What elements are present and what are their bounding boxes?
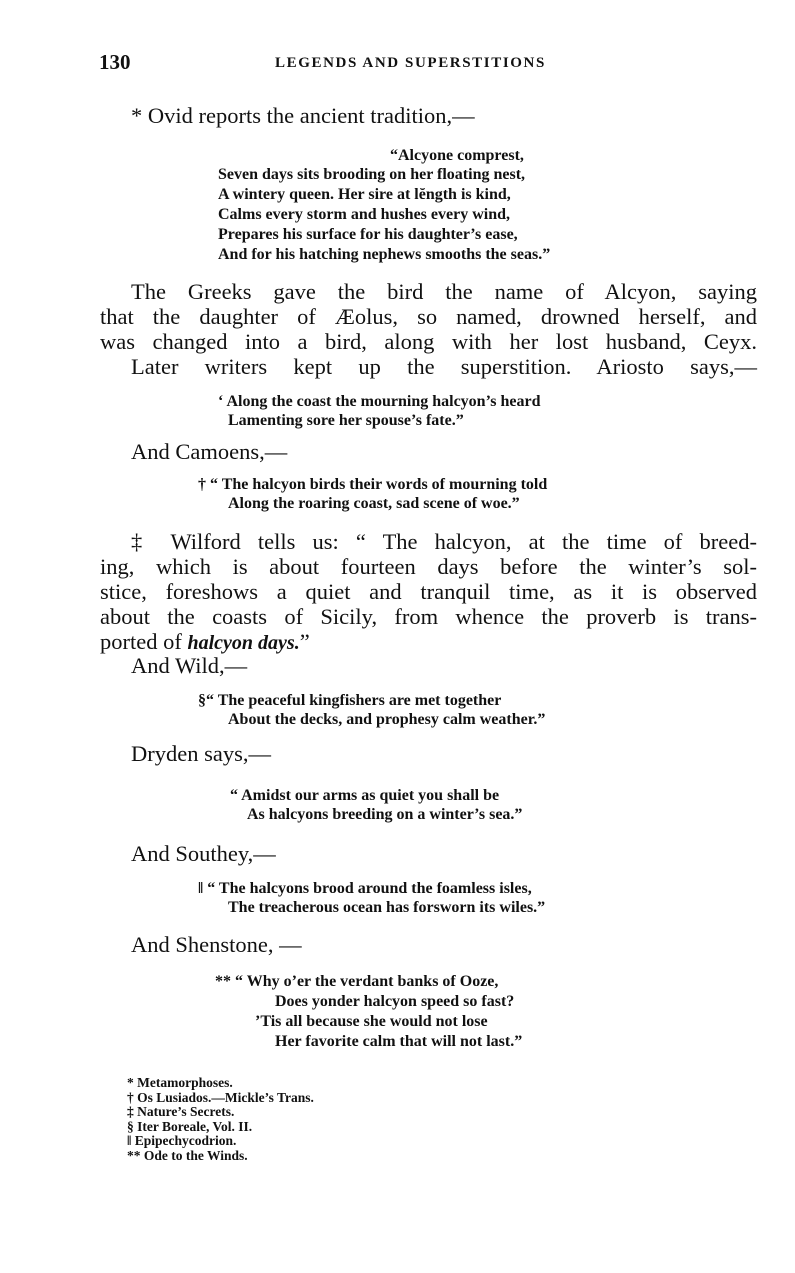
footnote: † Os Lusiados.—Mickle’s Trans. bbox=[127, 1089, 314, 1105]
verse-line: Prepares his surface for his daughter’s ease, bbox=[218, 226, 518, 243]
paragraph-line: Later writers kept up the superstition. Ariosto says,— bbox=[131, 354, 757, 379]
paragraph-line: ‡ Wilford tells us: “ The halcyon, at the time of breed- bbox=[131, 529, 757, 554]
footnote: ‡ Nature’s Secrets. bbox=[127, 1104, 235, 1119]
verse-line: §“ The peaceful kingfishers are met together bbox=[198, 692, 502, 709]
southey-intro: And Southey,— bbox=[131, 841, 276, 866]
text: ” bbox=[299, 629, 310, 654]
verse-line: ‖ “ The halcyons brood around the foamless isles, bbox=[198, 880, 532, 897]
italic-phrase: halcyon days. bbox=[187, 632, 300, 654]
paragraph-line: The Greeks gave the bird the name of Alcyon, saying bbox=[131, 279, 757, 304]
verse-line: Her favorite calm that will not last.” bbox=[275, 1033, 523, 1050]
footnotes bbox=[127, 1076, 314, 1163]
verse-line: Does yonder halcyon speed so fast? bbox=[275, 993, 515, 1010]
verse-line: The treacherous ocean has forsworn its wiles.” bbox=[228, 899, 546, 916]
verse-line: ’Tis all because she would not lose bbox=[255, 1013, 488, 1030]
verse-line: ** “ Why o’er the verdant banks of Ooze, bbox=[215, 973, 499, 990]
footnote: * Metamorphoses. bbox=[127, 1075, 233, 1090]
paragraph-line: stice, foreshows a quiet and tranquil time, as it is observed bbox=[100, 579, 757, 604]
paragraph-line: ing, which is about fourteen days before the winter’s sol- bbox=[100, 554, 757, 579]
verse-line: “Alcyone comprest, bbox=[390, 147, 524, 164]
verse-line: As halcyons breeding on a winter’s sea.” bbox=[247, 806, 523, 823]
verse-line: A wintery queen. Her sire at lĕngth is kind, bbox=[218, 186, 511, 203]
shenstone-intro: And Shenstone, — bbox=[131, 932, 302, 957]
paragraph-line: that the daughter of Æolus, so named, drowned herself, and bbox=[100, 304, 757, 329]
verse-line: And for his hatching nephews smooths the seas.” bbox=[218, 246, 551, 263]
paragraph-line bbox=[100, 629, 310, 655]
verse-line: † “ The halcyon birds their words of mourning told bbox=[198, 476, 548, 493]
verse-line: About the decks, and prophesy calm weather.” bbox=[228, 711, 546, 728]
verse-line: Along the roaring coast, sad scene of woe.” bbox=[228, 495, 520, 512]
footnote: ** Ode to the Winds. bbox=[127, 1147, 248, 1163]
wild-intro: And Wild,— bbox=[131, 653, 248, 678]
footnote: § Iter Boreale, Vol. II. bbox=[127, 1118, 253, 1134]
verse-line: ‘ Along the coast the mourning halcyon’s heard bbox=[218, 393, 541, 410]
paragraph-line: was changed into a bird, along with her lost husband, Ceyx. bbox=[100, 329, 757, 354]
verse-line: Calms every storm and hushes every wind, bbox=[218, 206, 510, 223]
ovid-intro: * Ovid reports the ancient tradition,— bbox=[131, 103, 475, 128]
running-title: LEGENDS AND SUPERSTITIONS bbox=[275, 55, 546, 71]
dryden-intro: Dryden says,— bbox=[131, 741, 271, 766]
verse-line: Lamenting sore her spouse’s fate.” bbox=[228, 412, 464, 429]
page-number: 130 bbox=[99, 50, 131, 74]
footnote: ‖ Epipechycodrion. bbox=[127, 1133, 237, 1148]
verse-line: “ Amidst our arms as quiet you shall be bbox=[230, 787, 500, 804]
text: ported of bbox=[100, 629, 188, 654]
verse-line: Seven days sits brooding on her floating nest, bbox=[218, 166, 526, 183]
camoens-intro: And Camoens,— bbox=[131, 439, 288, 464]
paragraph-line: about the coasts of Sicily, from whence the proverb is trans- bbox=[100, 604, 757, 629]
